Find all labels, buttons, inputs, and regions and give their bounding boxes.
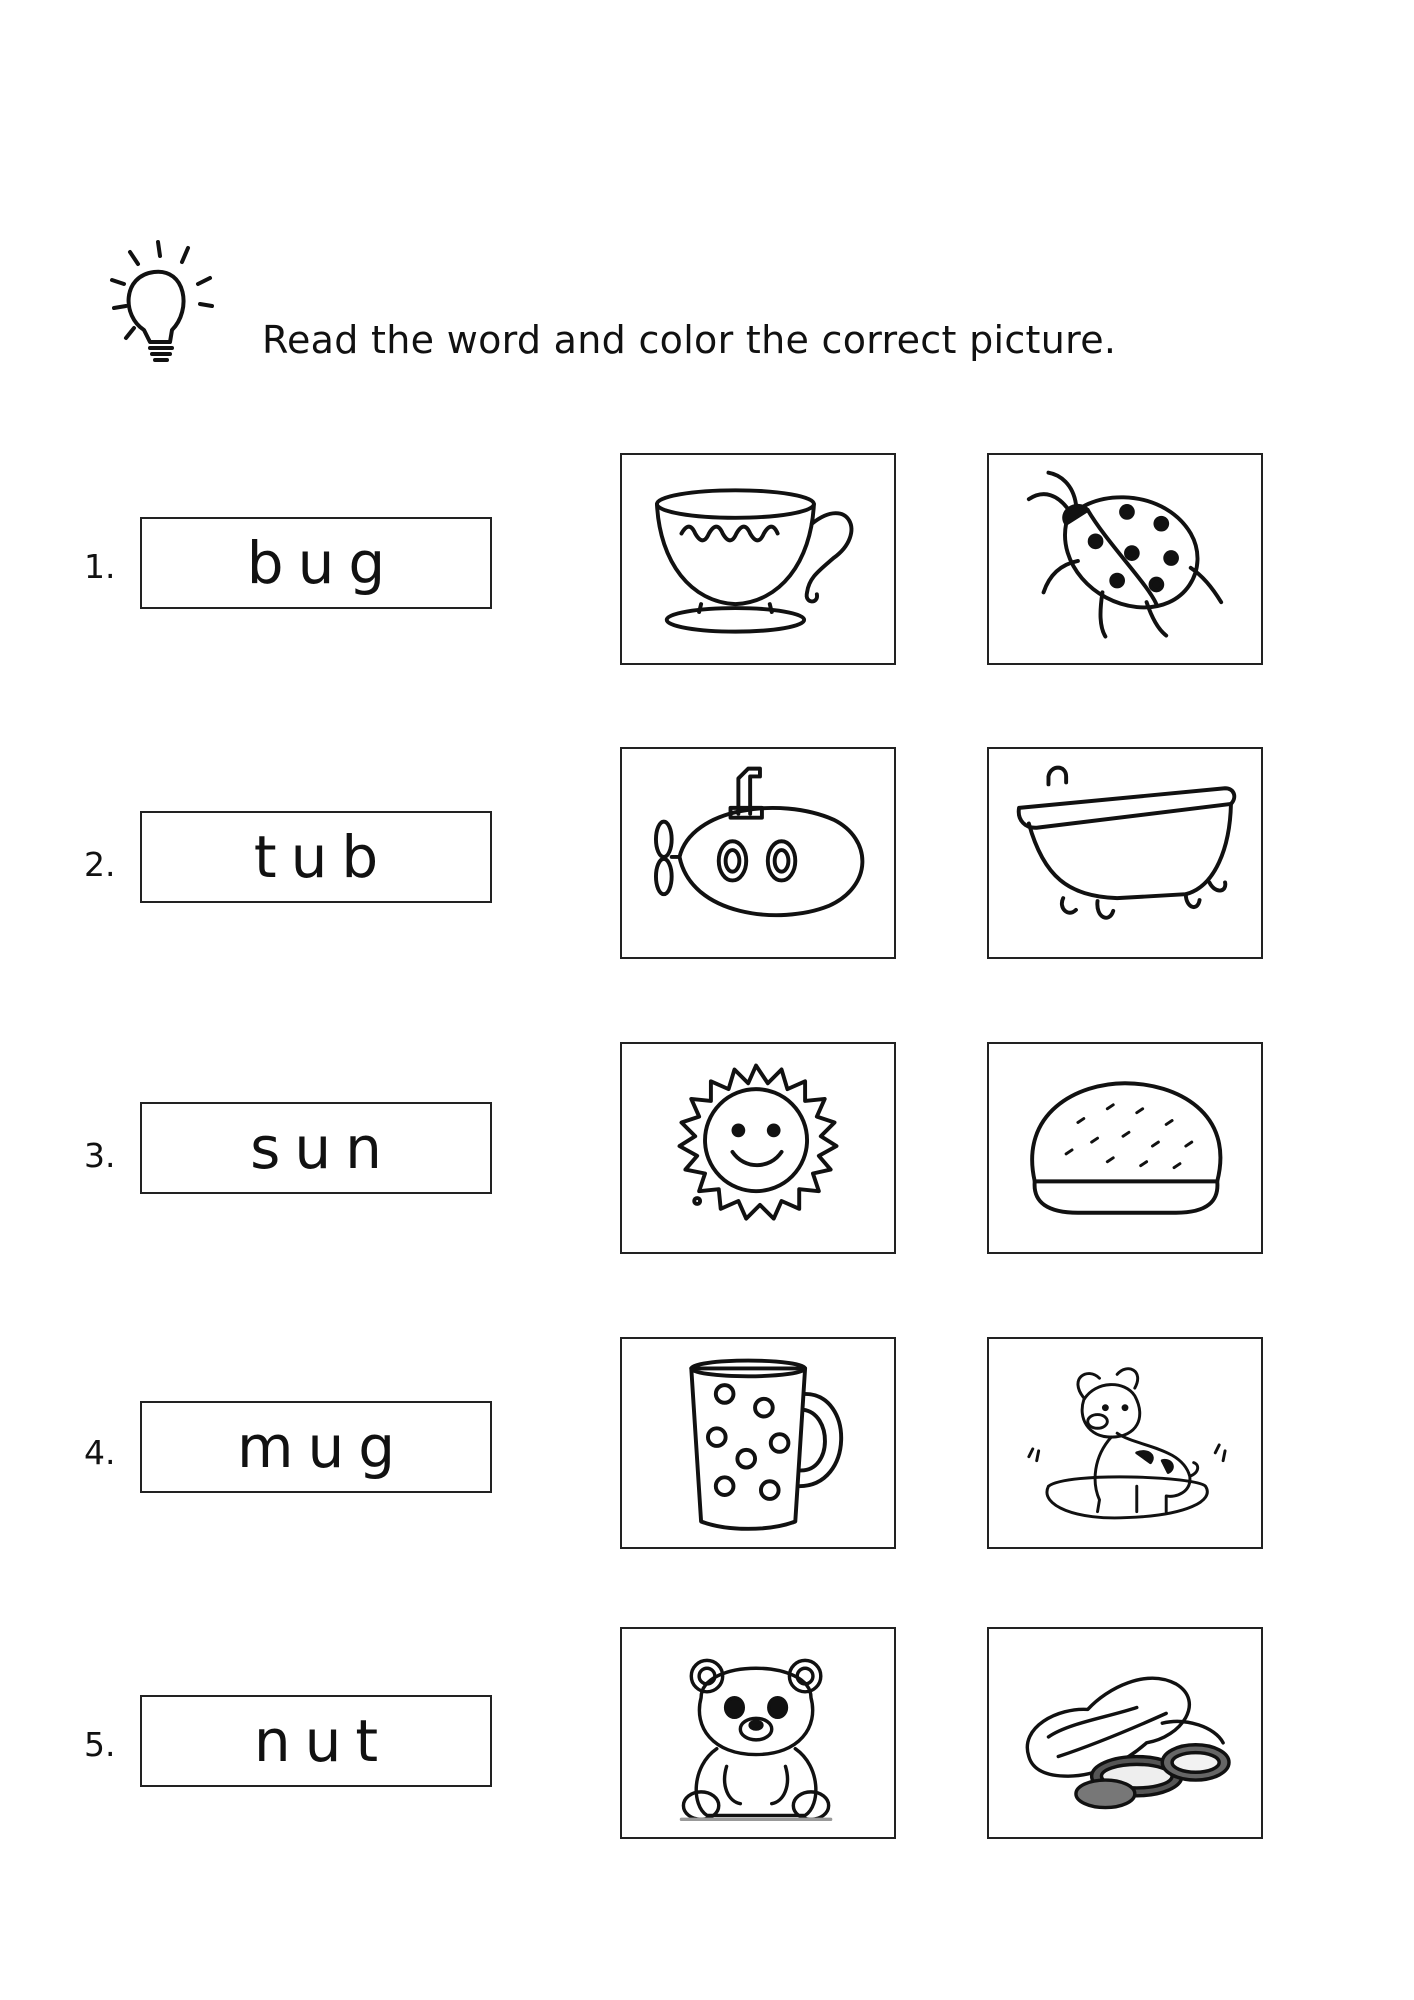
lightbulb-icon xyxy=(100,238,230,378)
exercise-row-5 xyxy=(0,1627,1414,1839)
mug-icon[interactable] xyxy=(620,1337,896,1549)
word-label: nut xyxy=(253,1707,393,1775)
word-box xyxy=(140,1695,492,1787)
item-number: 4. xyxy=(84,1433,116,1472)
pig-icon[interactable] xyxy=(987,1337,1263,1549)
peanut-icon[interactable] xyxy=(987,1627,1263,1839)
item-number: 3. xyxy=(84,1136,116,1175)
sun-icon[interactable] xyxy=(620,1042,896,1254)
word-label: bug xyxy=(246,529,400,597)
word-box xyxy=(140,1401,492,1493)
ladybug-icon[interactable] xyxy=(987,453,1263,665)
word-box xyxy=(140,811,492,903)
word-label: sun xyxy=(250,1114,396,1182)
exercise-row-3 xyxy=(0,1042,1414,1254)
bathtub-icon[interactable] xyxy=(987,747,1263,959)
item-number: 2. xyxy=(84,845,116,884)
item-number: 1. xyxy=(84,547,116,586)
exercise-row-4 xyxy=(0,1337,1414,1549)
teacup-icon[interactable] xyxy=(620,453,896,665)
exercise-row-1 xyxy=(0,453,1414,665)
word-box xyxy=(140,1102,492,1194)
bear-icon[interactable] xyxy=(620,1627,896,1839)
word-box xyxy=(140,517,492,609)
submarine-icon[interactable] xyxy=(620,747,896,959)
instruction-text: Read the word and color the correct picture. xyxy=(262,318,1117,362)
word-label: tub xyxy=(253,823,393,891)
bun-icon[interactable] xyxy=(987,1042,1263,1254)
word-label: mug xyxy=(236,1413,410,1481)
item-number: 5. xyxy=(84,1725,116,1764)
exercise-row-2 xyxy=(0,747,1414,959)
